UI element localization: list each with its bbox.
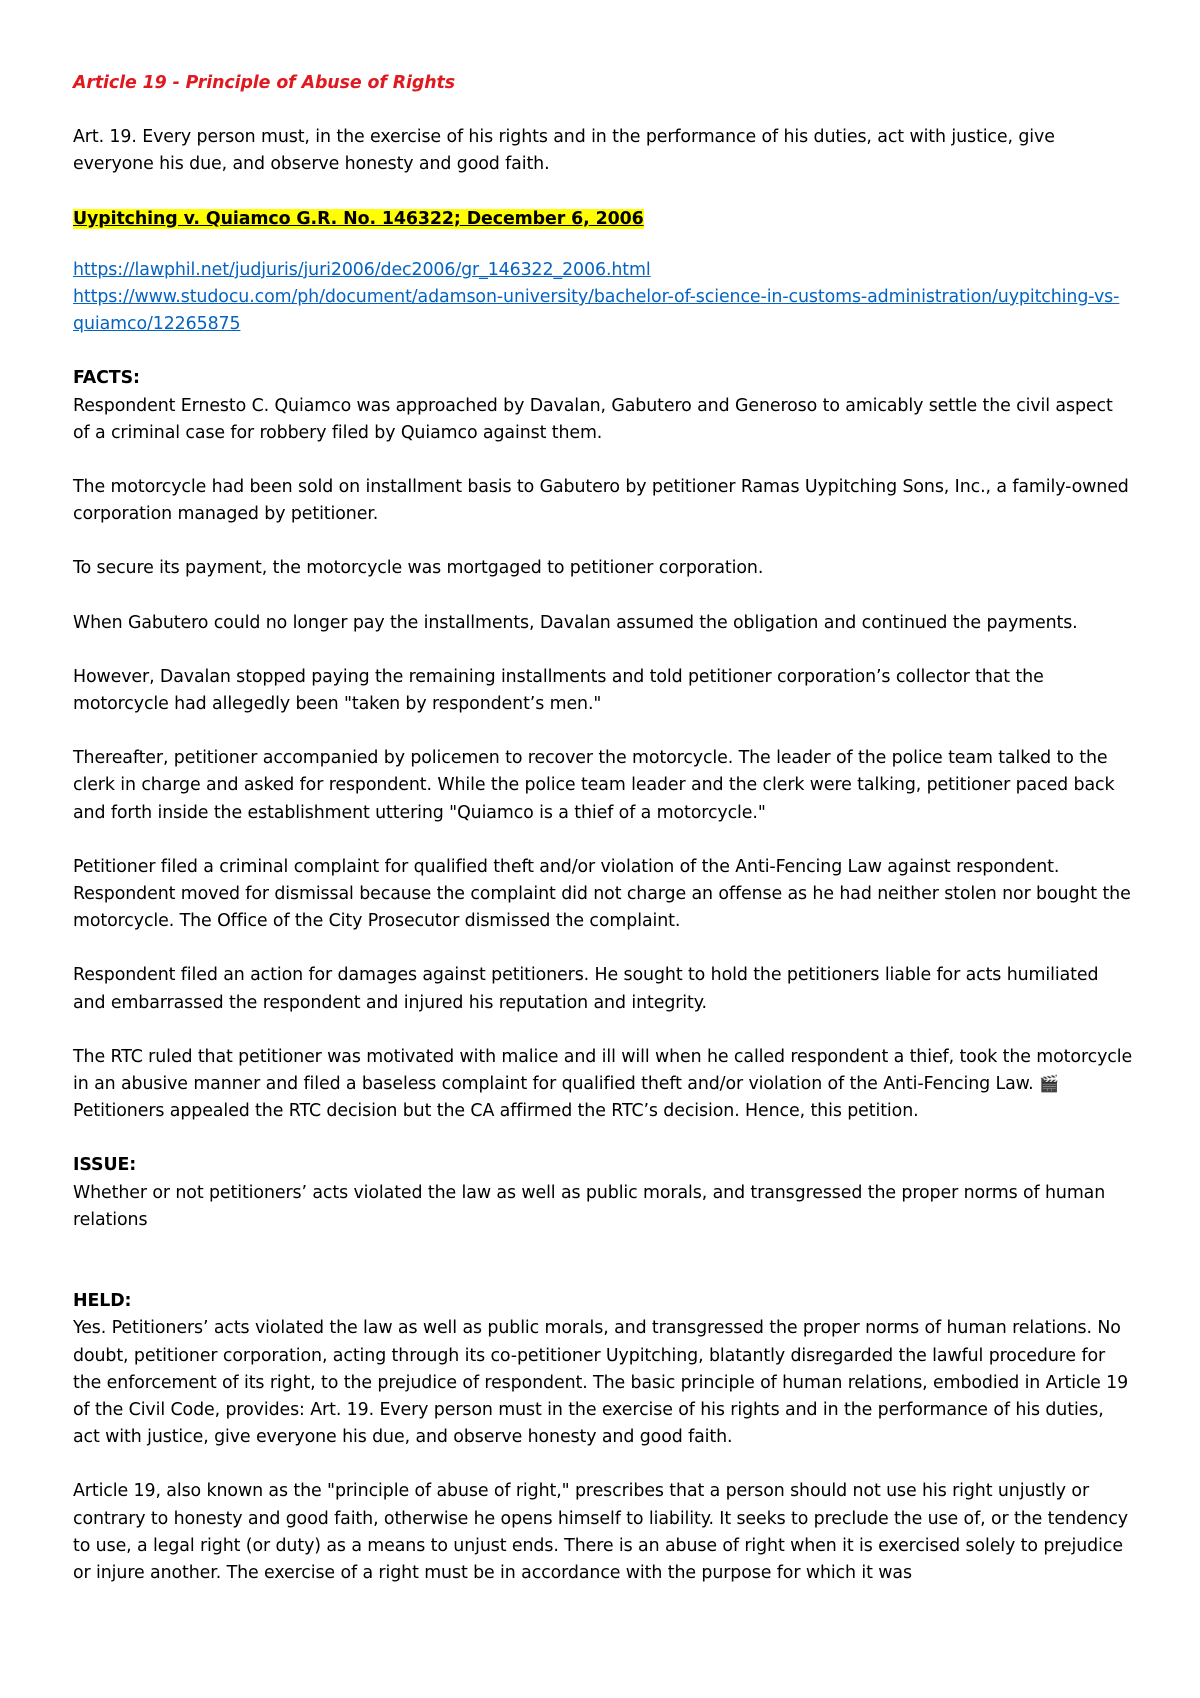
- appeal-text: Petitioners appealed the RTC decision but the CA affirmed the RTC’s decision. Hence, this petition.: [73, 1101, 919, 1122]
- studocu-link[interactable]: https://www.studocu.com/ph/document/adamson-university/bachelor-of-science-in-customs-administration/uypitching-vs-quiamco/12265875: [73, 287, 1120, 335]
- held-heading: HELD:: [73, 1291, 132, 1312]
- rtc-ruling-text: The RTC ruled that petitioner was motivated with malice and ill will when he called respondent a thief, took the motorcycle in an abusive manner and filed a baseless complaint for qualified theft and/or violation of the Anti-Fencing Law.: [73, 1046, 1133, 1095]
- facts-paragraph-4: When Gabutero could no longer pay the installments, Davalan assumed the obligation and continued the payments.: [73, 612, 1078, 633]
- facts-paragraph-1: [73, 365, 1133, 447]
- facts-paragraph-2: The motorcycle had been sold on installment basis to Gabutero by petitioner Ramas Uypitching Sons, Inc., a family-owned corporation managed by petitioner.: [73, 477, 1129, 525]
- held-paragraph-1: [73, 1288, 1133, 1451]
- clapperboard-icon: 🎬: [1039, 1074, 1059, 1094]
- reference-links: [73, 257, 1133, 339]
- case-heading: [73, 206, 1133, 233]
- issue-section: [73, 1152, 1133, 1234]
- lawphil-link[interactable]: https://lawphil.net/judjuris/juri2006/dec2006/gr_146322_2006.html: [73, 259, 651, 280]
- issue-heading: ISSUE:: [73, 1155, 137, 1176]
- facts-text-1: Respondent Ernesto C. Quiamco was approached by Davalan, Gabutero and Generoso to amicably settle the civil aspect of a criminal case for robbery filed by Quiamco against them.: [73, 395, 1113, 443]
- facts-paragraph-5: However, Davalan stopped paying the remaining installments and told petitioner corporation’s collector that the motorcycle had allegedly been "taken by respondent’s men.": [73, 666, 1044, 715]
- title-text: Article 19 - Principle of Abuse of Rights: [73, 73, 455, 93]
- document-page: [73, 70, 1133, 1614]
- case-title: Uypitching v. Quiamco G.R. No. 146322; December 6, 2006: [73, 208, 644, 229]
- article-text: Art. 19. Every person must, in the exercise of his rights and in the performance of his duties, act with justice, give everyone his due, and observe honesty and good faith.: [73, 127, 1055, 175]
- facts-paragraph-9: [73, 1044, 1133, 1126]
- issue-text: Whether or not petitioners’ acts violated the law as well as public morals, and transgressed the proper norms of human relations: [73, 1182, 1106, 1230]
- held-paragraph-2: Article 19, also known as the "principle of abuse of right," prescribes that a person should not use his right unjustly or contrary to honesty and good faith, otherwise he opens himself to liability. It seeks to preclude the use of, or the tendency to use, a legal right (or duty) as a means to unjust ends. There is an abuse of right when it is exercised solely to prejudice or injure another. The exercise of a right must be in accordance with the purpose for which it was: [73, 1481, 1129, 1583]
- document-title: [73, 70, 1133, 97]
- facts-paragraph-7: Petitioner filed a criminal complaint for qualified theft and/or violation of the Anti-Fencing Law against respondent. Respondent moved for dismissal because the complaint did not charge an offense as he had neither stolen nor bought the motorcycle. The Office of the City Prosecutor dismissed the complaint.: [73, 856, 1131, 932]
- facts-heading: FACTS:: [73, 368, 140, 389]
- held-text-1: Yes. Petitioners’ acts violated the law as well as public morals, and transgressed the proper norms of human relations. No doubt, petitioner corporation, acting through its co-petitioner Uypitching, blatantly disregarded the lawful procedure for the enforcement of its right, to the prejudice of respondent. The basic principle of human relations, embodied in Article 19 of the Civil Code, provides: Art. 19. Every person must in the exercise of his rights and in the performance of his duties, act with justice, give everyone his due, and observe honesty and good faith.: [73, 1318, 1129, 1448]
- facts-paragraph-3: To secure its payment, the motorcycle was mortgaged to petitioner corporation.: [73, 558, 764, 579]
- facts-paragraph-6: Thereafter, petitioner accompanied by policemen to recover the motorcycle. The leader of the police team talked to the clerk in charge and asked for respondent. While the police team leader and the clerk were talking, petitioner paced back and forth inside the establishment uttering "Quiamco is a thief of a motorcycle.": [73, 748, 1115, 823]
- facts-paragraph-8: Respondent filed an action for damages against petitioners. He sought to hold the petitioners liable for acts humiliated and embarrassed the respondent and injured his reputation and integrity.: [73, 965, 1099, 1013]
